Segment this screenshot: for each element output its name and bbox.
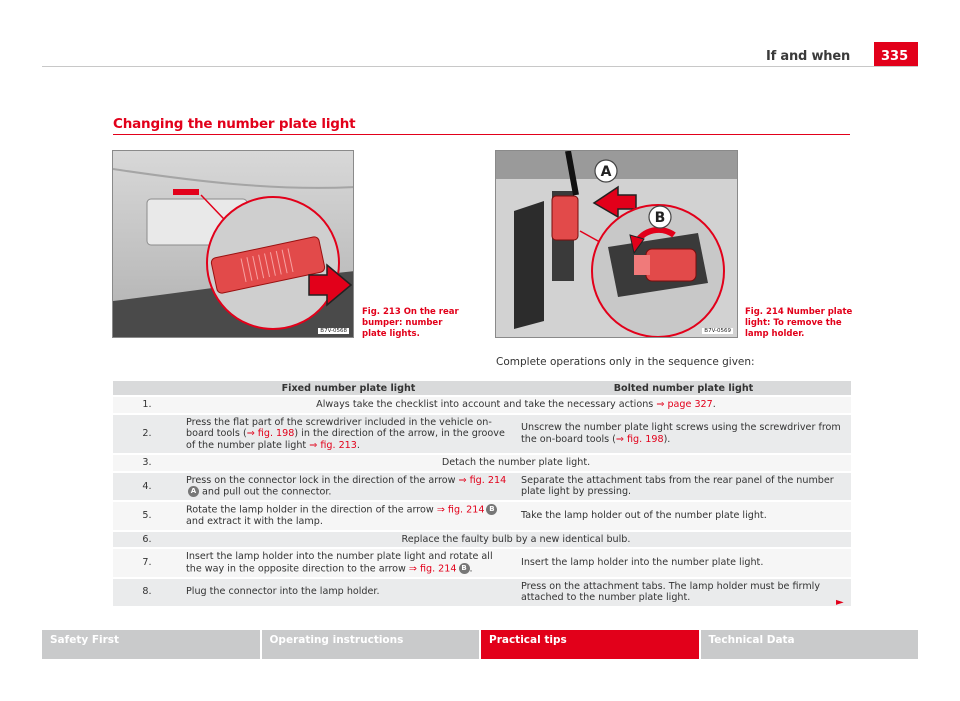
- cell-text: Detach the number plate light.: [441, 457, 591, 468]
- footer-tab-operating-instructions[interactable]: Operating instructions: [262, 630, 480, 659]
- step-text-bolted: [516, 501, 851, 531]
- step-number: 4.: [113, 472, 181, 502]
- step-text-bolted: [516, 472, 851, 502]
- callout-label-a: A: [600, 164, 612, 180]
- callout-badge: A: [188, 486, 199, 497]
- footer-tab-safety-first[interactable]: Safety First: [42, 630, 260, 659]
- cross-reference-link[interactable]: ⇒ fig. 198: [246, 428, 295, 439]
- page-number: 335: [874, 42, 918, 66]
- step-number: 5.: [113, 501, 181, 531]
- table-row: [113, 578, 851, 607]
- step-number: 7.: [113, 548, 181, 578]
- cross-reference-link[interactable]: ⇒ fig. 214: [458, 474, 507, 486]
- footer-tab-technical-data[interactable]: Technical Data: [701, 630, 919, 659]
- chapter-title: If and when: [765, 49, 850, 64]
- table-row: [113, 472, 851, 502]
- cross-reference-link[interactable]: ⇒ fig. 198: [615, 433, 664, 445]
- step-text-fixed: [181, 472, 516, 502]
- step-text-both: [181, 396, 851, 414]
- figure-214-image: [495, 150, 738, 338]
- cell-text: ).: [663, 433, 671, 445]
- cell-text: Replace the faulty bulb by a new identical bulb.: [401, 533, 631, 545]
- step-text-bolted: [516, 548, 851, 578]
- cell-text: Press the flat part of the screwdriver included in the vehicle on-board tools (: [186, 416, 492, 439]
- cell-text: and pull out the connector.: [199, 486, 332, 498]
- footer-nav: [42, 630, 918, 659]
- step-text-fixed: [181, 501, 516, 531]
- step-number: 6.: [113, 531, 181, 549]
- table-row: [113, 501, 851, 531]
- table-row: [113, 414, 851, 455]
- cell-text: Always take the checklist into account and take the necessary actions: [316, 399, 657, 410]
- table-header-row: [113, 381, 851, 396]
- section-title: Changing the number plate light: [113, 116, 356, 132]
- cross-reference-link[interactable]: ⇒ fig. 213: [309, 439, 357, 451]
- cell-text: Press on the connector lock in the direction of the arrow: [186, 474, 459, 486]
- step-text-fixed: [181, 548, 516, 578]
- cell-text: .: [356, 439, 360, 451]
- footer-tab-practical-tips[interactable]: Practical tips: [481, 630, 699, 659]
- cross-reference-link[interactable]: ⇒ page 327: [656, 399, 713, 410]
- cell-text: .: [469, 563, 473, 574]
- step-text-fixed: [181, 578, 516, 607]
- cross-reference-link[interactable]: ⇒ fig. 214: [436, 504, 485, 516]
- procedure-table: [113, 381, 851, 608]
- cell-text: .: [712, 399, 716, 410]
- header-fixed: Fixed number plate light: [181, 381, 516, 396]
- figure-213-caption: Fig. 213 On the rear bumper: number plate lights.: [362, 307, 459, 339]
- step-number: 1.: [113, 396, 181, 414]
- intro-text: Complete operations only in the sequence given:: [496, 356, 755, 368]
- header-bolted: Bolted number plate light: [516, 381, 851, 396]
- table-row: [113, 548, 851, 578]
- callout-badge: B: [486, 504, 497, 515]
- table-row: [113, 396, 851, 414]
- step-number: 3.: [113, 454, 181, 472]
- cell-text: Insert the lamp holder into the number plate light.: [521, 557, 764, 568]
- cell-text: Rotate the lamp holder in the direction of the arrow: [186, 504, 437, 516]
- header-divider: [42, 66, 918, 67]
- figure-code: B7V-0569: [704, 328, 731, 334]
- bumper-illustration: [113, 151, 354, 338]
- header-num: [113, 381, 181, 396]
- table-row: [113, 454, 851, 472]
- cell-text: Plug the connector into the lamp holder.: [186, 586, 380, 598]
- step-text-both: [181, 531, 851, 549]
- cross-reference-link[interactable]: ⇒ fig. 214: [408, 563, 457, 574]
- cell-text: Take the lamp holder out of the number plate light.: [521, 510, 767, 521]
- table-row: [113, 531, 851, 549]
- title-underline: [113, 134, 850, 135]
- cell-text: Insert the lamp holder into the number plate light and rotate all the way in the opposite direction to the arrow: [186, 551, 493, 574]
- figure-code: B7V-0568: [320, 328, 347, 334]
- cell-text: ) in the direction of the arrow, in the groove of the number plate light: [186, 428, 505, 451]
- cell-text: Unscrew the number plate light screws using the screwdriver from the on-board tools (: [521, 422, 841, 445]
- callout-label-b: B: [654, 210, 666, 226]
- step-text-fixed: [181, 414, 516, 455]
- cell-text: and extract it with the lamp.: [186, 516, 323, 527]
- cell-text: Separate the attachment tabs from the rear panel of the number plate light by pressing.: [521, 474, 834, 498]
- step-text-both: [181, 454, 851, 472]
- callout-badge: B: [459, 563, 470, 574]
- step-number: 8.: [113, 578, 181, 607]
- lamp-holder-illustration: [496, 151, 738, 338]
- figure-213-image: [112, 150, 354, 338]
- figure-214-caption: Fig. 214 Number plate light: To remove the lamp holder.: [745, 307, 853, 339]
- step-text-bolted: [516, 414, 851, 455]
- cell-text: Press on the attachment tabs. The lamp holder must be firmly attached to the number plate light.: [521, 580, 821, 603]
- continue-arrow-icon: ►: [836, 597, 844, 608]
- step-number: 2.: [113, 414, 181, 455]
- step-text-bolted: [516, 578, 851, 607]
